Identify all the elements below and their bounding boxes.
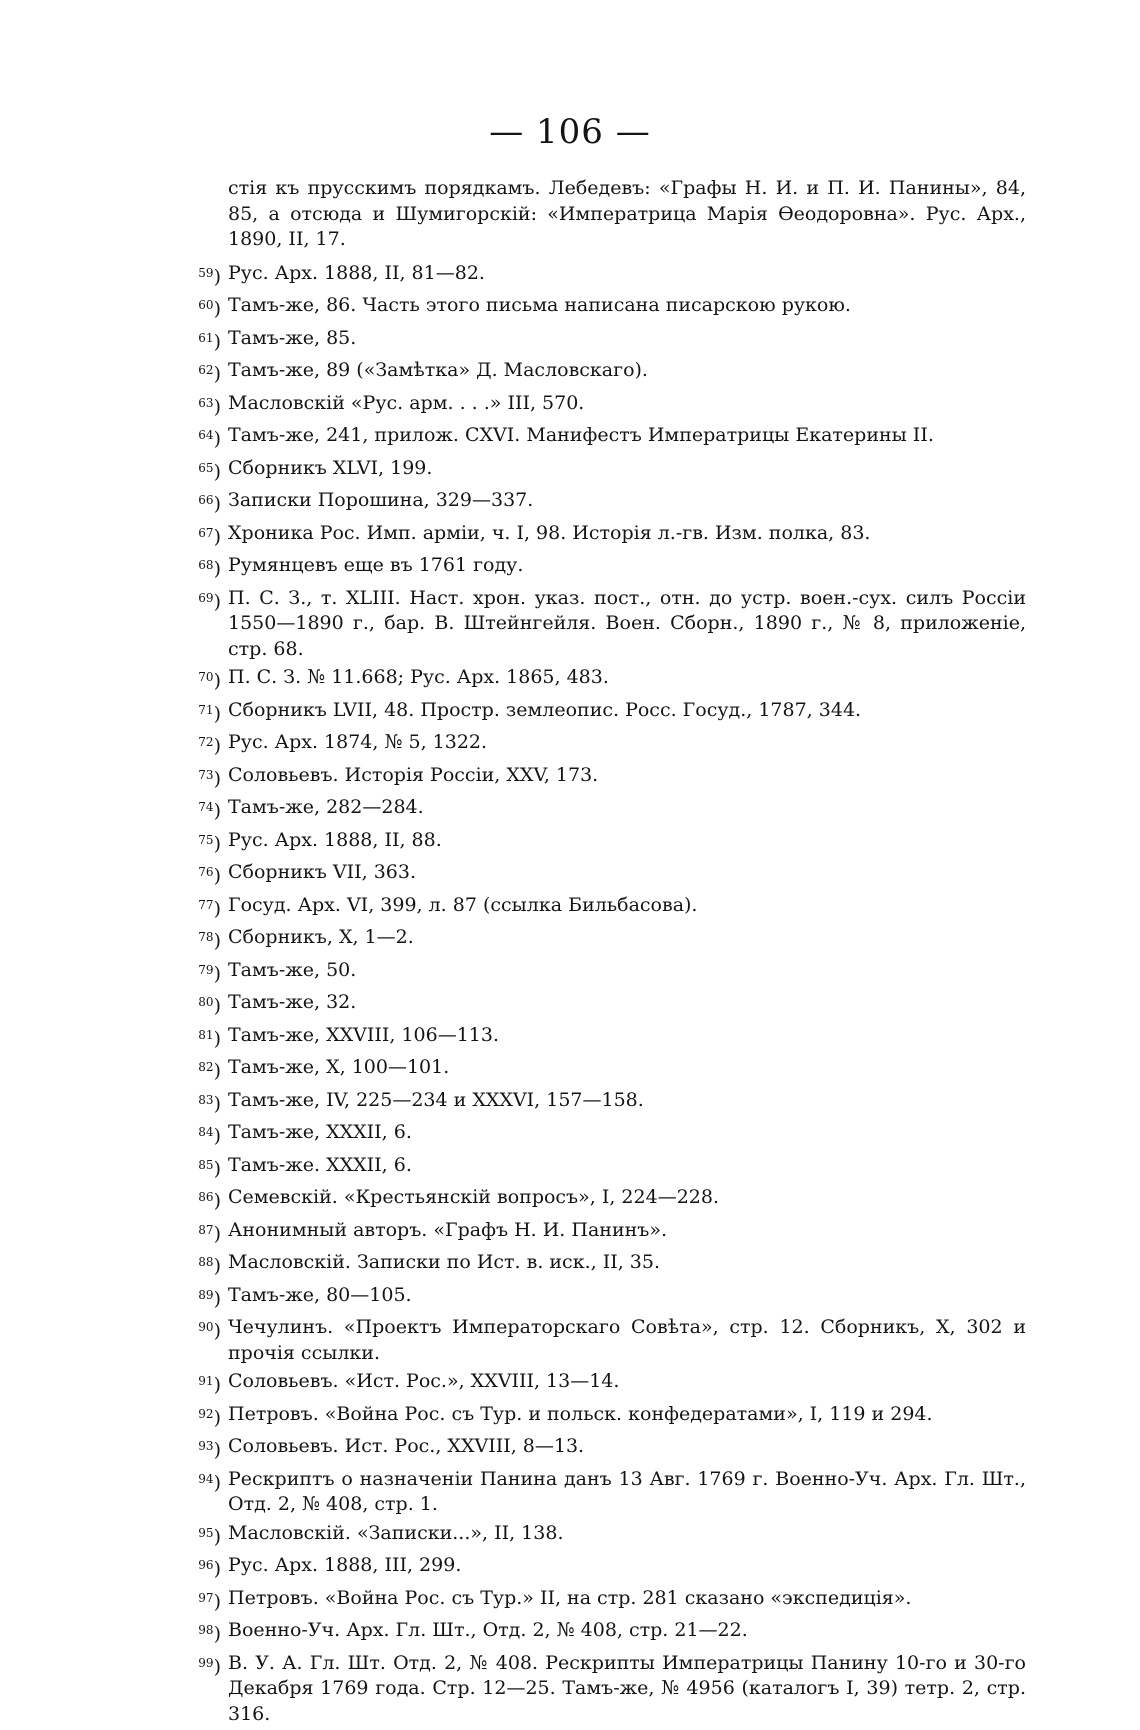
footnote-number: $^{96}$) bbox=[198, 1558, 221, 1580]
footnote-text: Тамъ-же, 85. bbox=[228, 326, 357, 349]
footnote-number: $^{75}$) bbox=[198, 832, 221, 855]
footnote-marker: 92 bbox=[198, 1406, 214, 1421]
footnote-text: Петровъ. «Война Рос. съ Тур. и польск. конфедератами», I, 119 и 294. bbox=[228, 1402, 933, 1425]
footnote-marker: 59 bbox=[198, 265, 214, 280]
footnote bbox=[176, 990, 1026, 1020]
footnote-text: Румянцевъ еще въ 1761 году. bbox=[228, 554, 524, 576]
footnote-number: $^{95}$) bbox=[198, 1525, 221, 1548]
footnote-number: $^{76}$) bbox=[198, 865, 221, 887]
footnote-number: $^{94}$) bbox=[198, 1471, 221, 1494]
footnote bbox=[176, 1651, 1026, 1728]
footnote bbox=[176, 1315, 1026, 1366]
footnote-marker: 99 bbox=[198, 1655, 214, 1670]
footnote-text: Тамъ-же, 241, прилож. CXVI. Манифестъ Императрицы Екатерины II. bbox=[228, 424, 934, 446]
footnote-number: $^{68}$) bbox=[198, 558, 221, 580]
footnote bbox=[176, 1283, 1026, 1313]
footnote-text: Сборникъ, X, 1—2. bbox=[228, 926, 414, 948]
footnote-number: $^{69}$) bbox=[198, 590, 221, 613]
footnote-number: $^{64}$) bbox=[198, 428, 221, 450]
footnote-number: $^{60}$) bbox=[198, 298, 221, 320]
footnote-text: Тамъ-же, 32. bbox=[228, 991, 357, 1013]
footnote-number: $^{92}$) bbox=[198, 1406, 221, 1429]
footnote-text: Госуд. Арх. VI, 399, л. 87 (ссылка Бильбасова). bbox=[228, 893, 698, 916]
footnote-text: Соловьевъ. «Ист. Рос.», XXVIII, 13—14. bbox=[228, 1370, 620, 1392]
footnote-number: $^{83}$) bbox=[198, 1092, 221, 1115]
footnote-number: $^{99}$) bbox=[198, 1655, 221, 1678]
footnote-marker: 61 bbox=[198, 330, 214, 345]
footnote-number: $^{66}$) bbox=[198, 493, 221, 515]
footnote-list bbox=[176, 176, 1026, 1730]
footnote-marker: 77 bbox=[198, 897, 214, 912]
footnote-marker: 86 bbox=[198, 1190, 214, 1204]
footnote-text: Петровъ. «Война Рос. съ Тур.» II, на стр. 281 сказано «экспедиція». bbox=[228, 1586, 912, 1609]
footnote-text: Рус. Арх. 1888, II, 88. bbox=[228, 828, 442, 851]
footnote-number: $^{72}$) bbox=[198, 735, 221, 757]
footnote-marker: 68 bbox=[198, 558, 214, 572]
footnote-number: $^{86}$) bbox=[198, 1190, 221, 1212]
footnote-marker: 67 bbox=[198, 525, 214, 540]
footnote-text: Тамъ-же, X, 100—101. bbox=[228, 1056, 450, 1078]
footnote-text: Записки Порошина, 329—337. bbox=[228, 489, 534, 511]
footnote-marker: 88 bbox=[198, 1255, 214, 1269]
footnote-text: Тамъ-же, IV, 225—234 и XXXVI, 157—158. bbox=[228, 1088, 644, 1111]
footnote bbox=[176, 795, 1026, 825]
footnote-number: $^{63}$) bbox=[198, 395, 221, 418]
footnote-number: $^{81}$) bbox=[198, 1027, 221, 1050]
footnote-number: $^{77}$) bbox=[198, 897, 221, 920]
footnote-marker: 93 bbox=[198, 1439, 214, 1453]
footnote bbox=[176, 860, 1026, 890]
footnote-number: $^{97}$) bbox=[198, 1590, 221, 1613]
footnote bbox=[176, 1120, 1026, 1150]
footnote-marker: 94 bbox=[198, 1471, 214, 1486]
footnote-text: Масловскій. Записки по Ист. в. иск., II, 35. bbox=[228, 1251, 660, 1273]
footnote bbox=[176, 1434, 1026, 1464]
footnote-marker: 71 bbox=[198, 702, 214, 717]
footnote-marker: 90 bbox=[198, 1320, 214, 1334]
footnote-text: Чечулинъ. «Проектъ Императорскаго Совѣта», стр. 12. Сборникъ, X, 302 и прочія ссылки. bbox=[228, 1316, 1026, 1364]
footnote-marker: 65 bbox=[198, 460, 214, 475]
footnote-continuation-text: стія къ прусскимъ порядкамъ. Лебедевъ: «Графы Н. И. и П. И. Панины», 84, 85, а отсюда и Шумигорскій: «Императрица Марія Өеодоровна». Рус. Арх., 1890, II, 17. bbox=[228, 177, 1026, 250]
footnote-number: $^{59}$) bbox=[198, 265, 221, 288]
footnote-text: Военно-Уч. Арх. Гл. Шт., Отд. 2, № 408, стр. 21—22. bbox=[228, 1619, 748, 1641]
footnote bbox=[176, 958, 1026, 988]
footnote bbox=[176, 665, 1026, 695]
footnote bbox=[176, 828, 1026, 858]
footnote-marker: 97 bbox=[198, 1590, 214, 1605]
footnote-marker: 72 bbox=[198, 735, 214, 749]
footnote-number: $^{90}$) bbox=[198, 1320, 221, 1342]
footnote-marker: 76 bbox=[198, 865, 214, 879]
footnote-marker: 82 bbox=[198, 1060, 214, 1074]
footnote-marker: 89 bbox=[198, 1287, 214, 1302]
footnote-text: В. У. А. Гл. Шт. Отд. 2, № 408. Рескрипты Императрицы Панину 10-го и 30-го Декабря 1769 года. Стр. 12—25. Тамъ-же, № 4956 (каталогъ I, 39) тетр. 2, стр. 316. bbox=[228, 1651, 1026, 1725]
footnote-number: $^{67}$) bbox=[198, 525, 221, 548]
footnote-marker: 60 bbox=[198, 298, 214, 312]
footnote bbox=[176, 261, 1026, 291]
footnote bbox=[176, 698, 1026, 728]
footnote bbox=[176, 1586, 1026, 1616]
footnote bbox=[176, 925, 1026, 955]
footnote bbox=[176, 293, 1026, 323]
footnote-marker: 74 bbox=[198, 800, 214, 814]
footnote-marker: 96 bbox=[198, 1558, 214, 1572]
footnote bbox=[176, 488, 1026, 518]
footnote-number: $^{65}$) bbox=[198, 460, 221, 483]
footnote bbox=[176, 1467, 1026, 1518]
footnote-text: Тамъ-же, 282—284. bbox=[228, 796, 424, 818]
footnote-marker: 62 bbox=[198, 363, 214, 377]
footnote-text: П. С. З. № 11.668; Рус. Арх. 1865, 483. bbox=[228, 666, 609, 688]
footnote bbox=[176, 730, 1026, 760]
footnote bbox=[176, 423, 1026, 453]
footnote-text: Тамъ-же, 86. Часть этого письма написана писарскою рукою. bbox=[228, 294, 851, 316]
footnote bbox=[176, 1023, 1026, 1053]
footnote-text: Тамъ-же, XXVIII, 106—113. bbox=[228, 1023, 500, 1046]
footnote-number: $^{73}$) bbox=[198, 767, 221, 790]
footnote-text: Масловскій. «Записки...», II, 138. bbox=[228, 1521, 564, 1544]
footnote-marker: 98 bbox=[198, 1623, 214, 1637]
footnote-number: $^{84}$) bbox=[198, 1125, 221, 1147]
footnote-text: Рус. Арх. 1888, III, 299. bbox=[228, 1554, 462, 1576]
page-number: — 106 — bbox=[489, 112, 651, 152]
footnote bbox=[176, 1153, 1026, 1183]
footnote-number: $^{82}$) bbox=[198, 1060, 221, 1082]
footnote-marker: 80 bbox=[198, 995, 214, 1009]
footnote-number: $^{79}$) bbox=[198, 962, 221, 985]
footnote bbox=[176, 1250, 1026, 1280]
footnote-text: Тамъ-же, 89 («Замѣтка» Д. Масловскаго). bbox=[228, 359, 648, 381]
footnote-marker: 70 bbox=[198, 670, 214, 684]
footnote-text: Тамъ-же, 80—105. bbox=[228, 1283, 412, 1306]
footnote-text: Соловьевъ. Ист. Рос., XXVIII, 8—13. bbox=[228, 1435, 585, 1457]
footnote-number: $^{74}$) bbox=[198, 800, 221, 822]
footnote-number: $^{70}$) bbox=[198, 670, 221, 692]
footnote-text: Анонимный авторъ. «Графъ Н. И. Панинъ». bbox=[228, 1218, 668, 1241]
footnote-number: $^{80}$) bbox=[198, 995, 221, 1017]
footnote bbox=[176, 1088, 1026, 1118]
footnote-marker: 64 bbox=[198, 428, 214, 442]
footnote-marker: 87 bbox=[198, 1222, 214, 1237]
footnote bbox=[176, 358, 1026, 388]
footnote-number: $^{88}$) bbox=[198, 1255, 221, 1277]
footnote-number: $^{78}$) bbox=[198, 930, 221, 952]
footnote bbox=[176, 1369, 1026, 1399]
footnote bbox=[176, 586, 1026, 663]
footnote bbox=[176, 1618, 1026, 1648]
footnote bbox=[176, 1218, 1026, 1248]
footnote-continuation bbox=[176, 176, 1026, 253]
footnote-marker: 69 bbox=[198, 590, 214, 605]
footnote-text: Сборникъ XLVI, 199. bbox=[228, 456, 433, 479]
footnote-text: Соловьевъ. Исторія Россіи, XXV, 173. bbox=[228, 763, 599, 786]
footnote-marker: 84 bbox=[198, 1125, 214, 1139]
footnote-number: $^{98}$) bbox=[198, 1623, 221, 1645]
footnote bbox=[176, 1055, 1026, 1085]
footnote-text: Сборникъ LVII, 48. Простр. землеопис. Росс. Госуд., 1787, 344. bbox=[228, 698, 862, 721]
footnote-number: $^{62}$) bbox=[198, 363, 221, 385]
footnote-marker: 75 bbox=[198, 832, 214, 847]
footnote-marker: 79 bbox=[198, 962, 214, 977]
footnote bbox=[176, 456, 1026, 486]
footnote-number: $^{93}$) bbox=[198, 1439, 221, 1461]
footnote-text: Рескриптъ о назначеніи Панина данъ 13 Авг. 1769 г. Военно-Уч. Арх. Гл. Шт., Отд. 2, № 408, стр. 1. bbox=[228, 1467, 1026, 1515]
footnote-text: П. С. З., т. XLIII. Наст. хрон. указ. пост., отн. до устр. воен.-сух. силъ Россіи 1550—1890 г., бар. В. Штейнгейля. Воен. Сборн., 1890 г., № 8, приложеніе, стр. 68. bbox=[228, 586, 1026, 660]
footnote-number: $^{91}$) bbox=[198, 1374, 221, 1396]
footnote-marker: 73 bbox=[198, 767, 214, 782]
footnote-number: $^{71}$) bbox=[198, 702, 221, 725]
footnote-text: Рус. Арх. 1874, № 5, 1322. bbox=[228, 731, 488, 753]
footnote-text: Рус. Арх. 1888, II, 81—82. bbox=[228, 261, 485, 284]
footnote bbox=[176, 1553, 1026, 1583]
footnote bbox=[176, 893, 1026, 923]
footnote bbox=[176, 1185, 1026, 1215]
footnote bbox=[176, 1521, 1026, 1551]
footnote-text: Тамъ-же, XXXII, 6. bbox=[228, 1121, 412, 1143]
footnote-marker: 66 bbox=[198, 493, 214, 507]
footnote bbox=[176, 553, 1026, 583]
footnote-number: $^{87}$) bbox=[198, 1222, 221, 1245]
footnote-text: Тамъ-же. XXXII, 6. bbox=[228, 1153, 412, 1176]
footnote-marker: 81 bbox=[198, 1027, 214, 1042]
footnote-text: Сборникъ VII, 363. bbox=[228, 861, 417, 883]
footnote-number: $^{85}$) bbox=[198, 1157, 221, 1180]
footnote-marker: 85 bbox=[198, 1157, 214, 1172]
footnote-marker: 91 bbox=[198, 1374, 214, 1388]
footnote-text: Тамъ-же, 50. bbox=[228, 958, 357, 981]
footnote bbox=[176, 763, 1026, 793]
footnote-text: Хроника Рос. Имп. арміи, ч. I, 98. Исторія л.-гв. Изм. полка, 83. bbox=[228, 521, 871, 544]
footnote bbox=[176, 391, 1026, 421]
footnote-number: $^{61}$) bbox=[198, 330, 221, 353]
footnote-marker: 95 bbox=[198, 1525, 214, 1540]
footnote-text: Масловскій «Рус. арм. . . .» III, 570. bbox=[228, 391, 585, 414]
footnote-text: Семевскій. «Крестьянскій вопросъ», I, 224—228. bbox=[228, 1186, 720, 1208]
footnote bbox=[176, 1402, 1026, 1432]
footnote-marker: 83 bbox=[198, 1092, 214, 1107]
footnote bbox=[176, 326, 1026, 356]
footnote-number: $^{89}$) bbox=[198, 1287, 221, 1310]
footnote-marker: 63 bbox=[198, 395, 214, 410]
footnote bbox=[176, 521, 1026, 551]
footnote-marker: 78 bbox=[198, 930, 214, 944]
